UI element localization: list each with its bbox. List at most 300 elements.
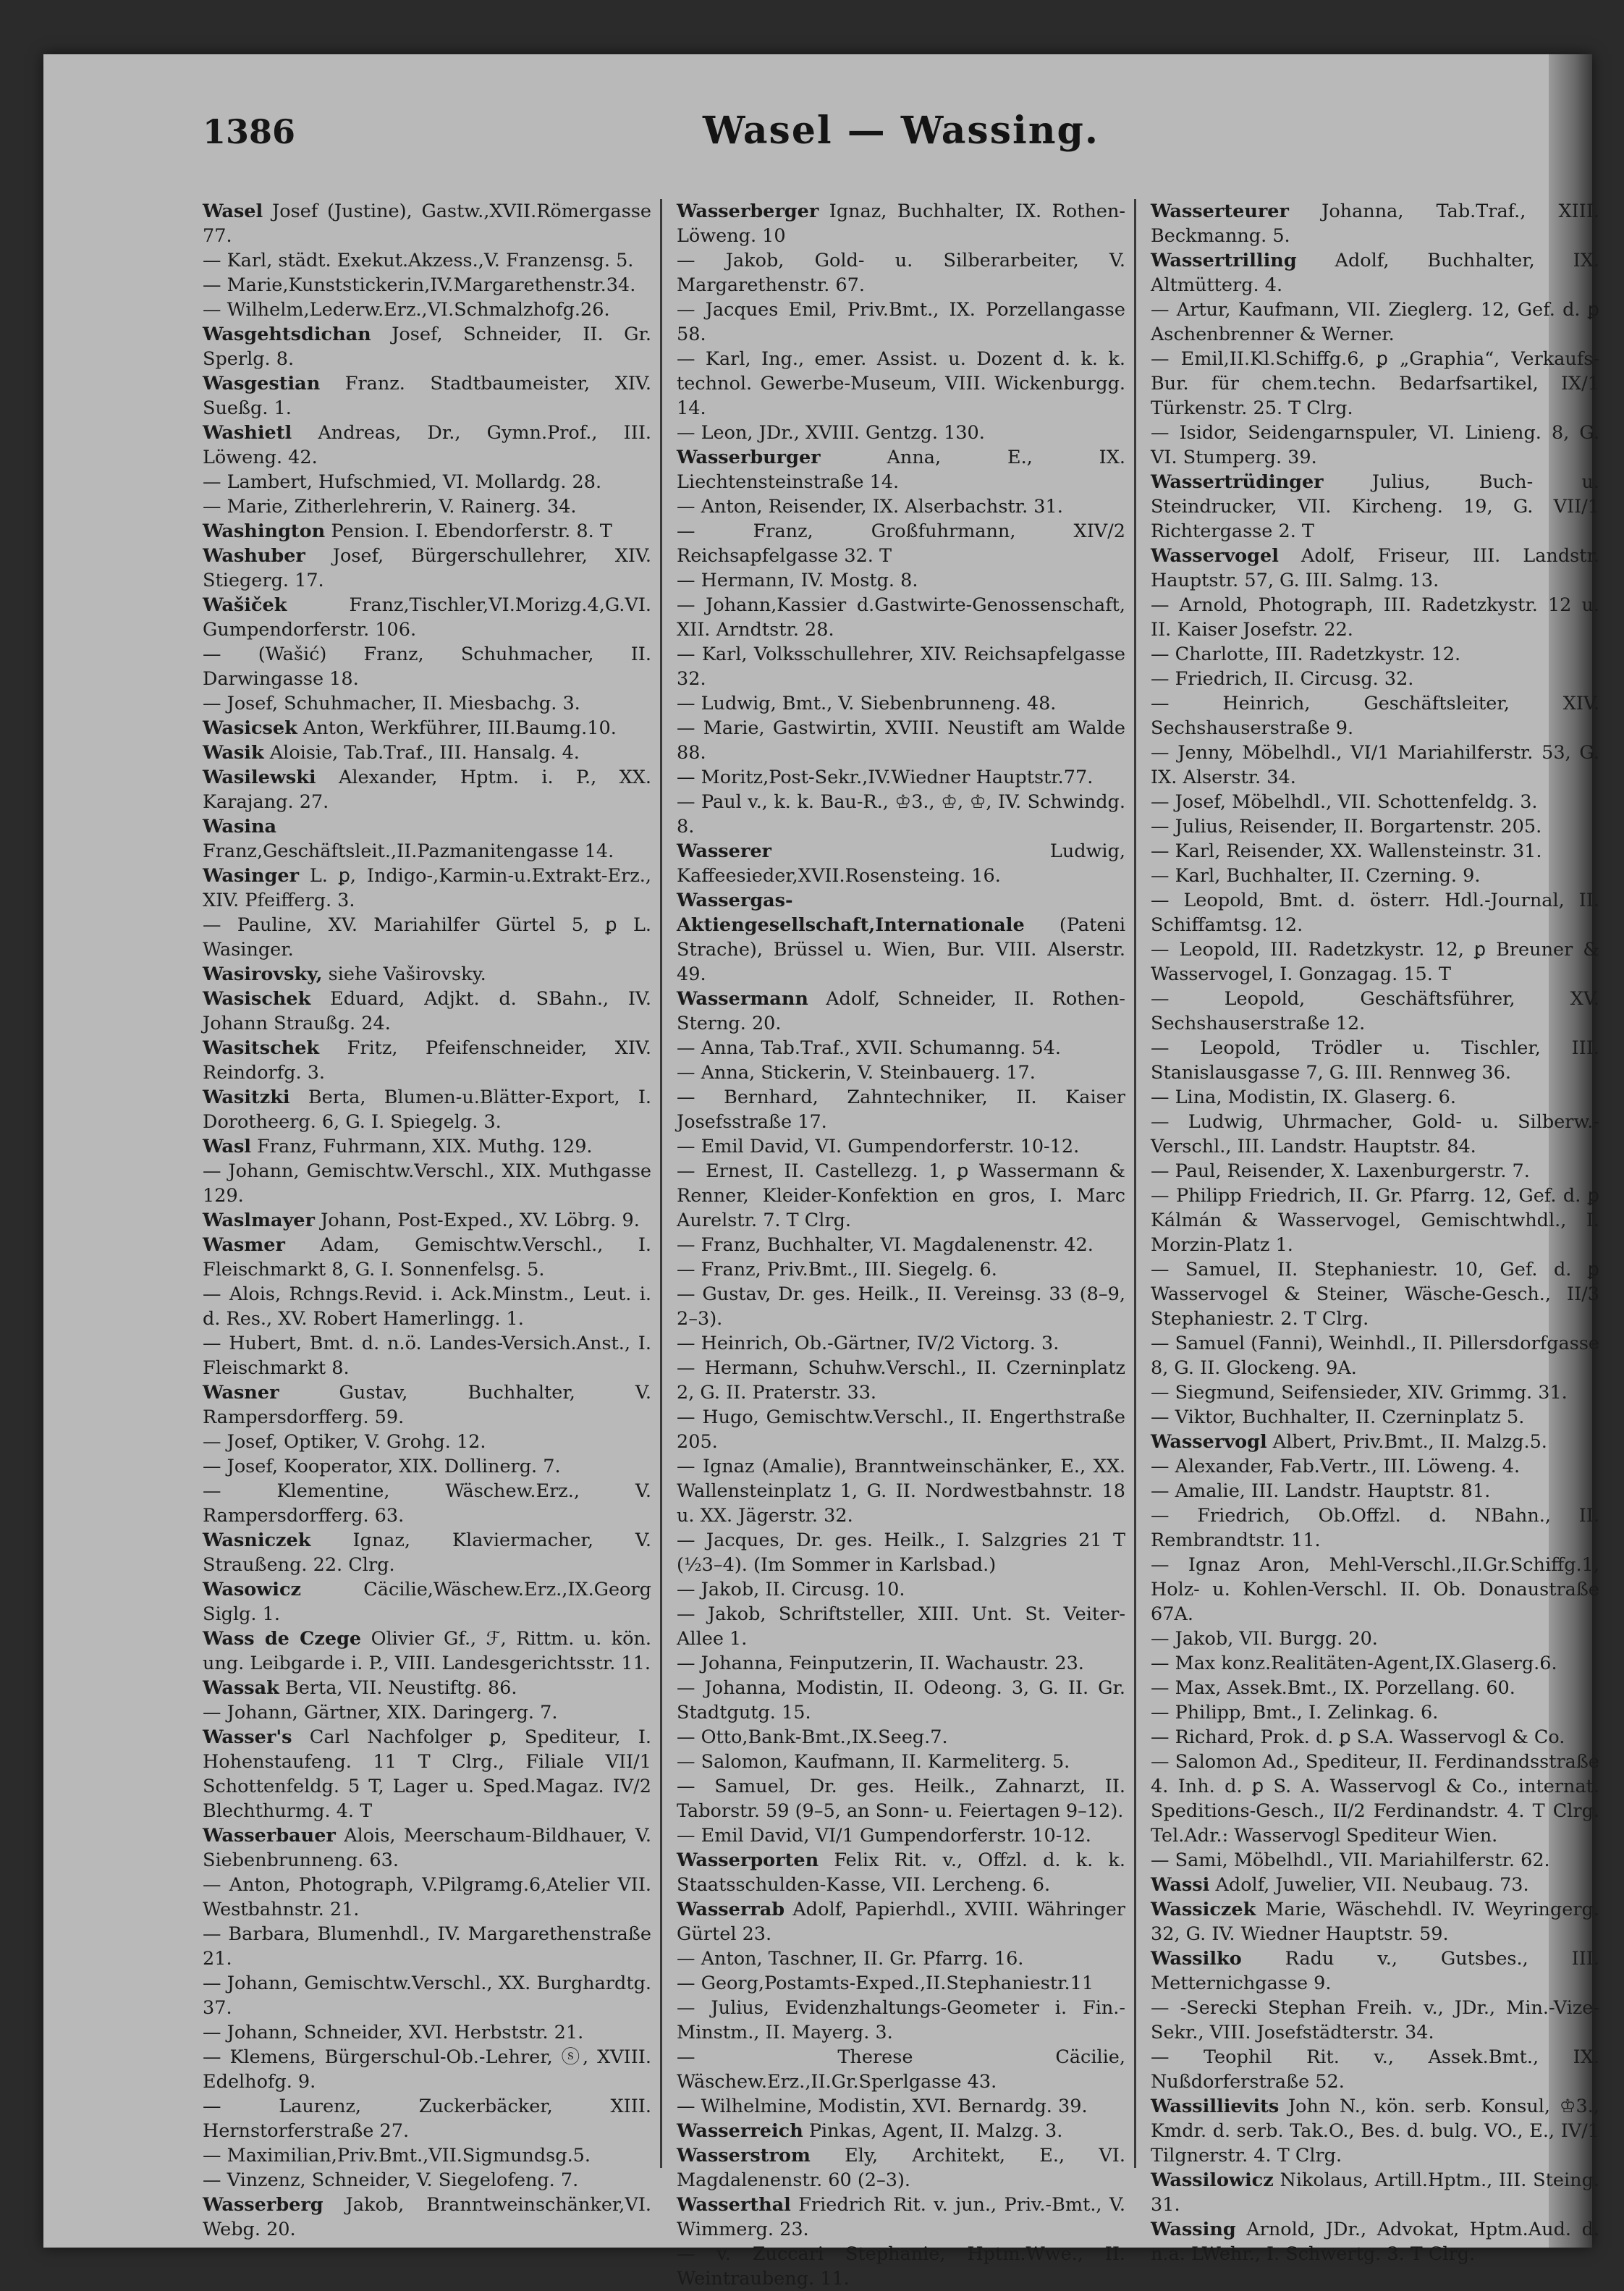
entry-text: — Paul v., k. k. Bau-R., ♔3., ♔, ♔, IV. Schwindg. 8. — [677, 791, 1125, 837]
directory-entry — [203, 2045, 651, 2094]
entry-text: Ludwig, Kaffeesieder,XVII.Rosensteing. 16. — [677, 840, 1125, 887]
entry-text: — Marie, Zitherlehrerin, V. Rainerg. 34. — [203, 496, 577, 518]
entry-text: — Philipp Friedrich, II. Gr. Pfarrg. 12, Gef. d. ꝑ Kálmán & Wasservogel, Gemischtwhdl., I. Morzin-Platz 1. — [1151, 1185, 1599, 1256]
directory-entry — [677, 888, 1125, 987]
directory-entry — [1151, 1946, 1599, 1996]
directory-entry — [677, 1577, 1125, 1602]
directory-entry — [203, 593, 651, 642]
running-title: Wasel — Wassing. — [702, 109, 1100, 153]
entry-headword: Wass de Czege — [203, 1628, 362, 1650]
entry-text: Berta, VII. Neustiftg. 86. — [279, 1677, 517, 1699]
entry-text: Adolf, Friseur, III. Landstr. Hauptstr. 57, G. III. Salmg. 13. — [1151, 545, 1599, 591]
entry-text: — Jakob, VII. Burgg. 20. — [1151, 1628, 1378, 1650]
directory-entry — [1151, 691, 1599, 741]
entry-text: — Ludwig, Bmt., V. Siebenbrunneng. 48. — [677, 693, 1057, 714]
directory-entry — [203, 864, 651, 913]
entry-text: — -Serecki Stephan Freih. v., JDr., Min.-Vize-Sekr., VIII. Josefstädterstr. 34. — [1151, 1997, 1599, 2043]
directory-columns — [203, 199, 1599, 2290]
entry-text: — Teophil Rit. v., Assek.Bmt., IX. Nußdorferstraße 52. — [1151, 2046, 1599, 2093]
directory-entry — [203, 494, 651, 519]
entry-text: Nikolaus, Artill.Hptm., III. Steing. 31. — [1151, 2169, 1599, 2216]
directory-entry — [1151, 1553, 1599, 1627]
entry-text: Anna, E., IX. Liechtensteinstraße 14. — [677, 447, 1125, 493]
entry-text: Franz,Geschäftsleit.,II.Pazmanitengasse 14. — [203, 840, 614, 862]
entry-headword: Wassak — [203, 1677, 279, 1699]
directory-entry — [203, 1380, 651, 1430]
entry-text: — Johann, Schneider, XVI. Herbststr. 21. — [203, 2022, 584, 2043]
entry-text: — Karl, städt. Exekut.Akzess.,V. Franzensg. 5. — [203, 250, 634, 271]
entry-text: — Friedrich, II. Circusg. 32. — [1151, 668, 1414, 690]
directory-entry — [677, 1085, 1125, 1134]
directory-entry — [203, 2143, 651, 2168]
entry-text: — Salomon, Kaufmann, II. Karmeliterg. 5. — [677, 1751, 1070, 1773]
directory-entry — [1151, 864, 1599, 888]
directory-entry — [1151, 1503, 1599, 1553]
directory-entry — [203, 1627, 651, 1676]
entry-text: — Franz, Großfuhrmann, XIV/2 Reichsapfelgasse 32. T — [677, 520, 1125, 567]
directory-entry — [677, 1282, 1125, 1331]
entry-text: — Siegmund, Seifensieder, XIV. Grimmg. 31. — [1151, 1382, 1568, 1404]
entry-text: — Emil David, VI. Gumpendorferstr. 10-12. — [677, 1136, 1080, 1157]
entry-headword: Wasinger — [203, 865, 300, 887]
entry-text: — Viktor, Buchhalter, II. Czerninplatz 5. — [1151, 1406, 1525, 1428]
entry-text: — Philipp, Bmt., I. Zelinkag. 6. — [1151, 1702, 1439, 1723]
entry-text: — v. Zuccari Stephanie, Hptm.Wwe., II. Weintraubeng. 11. — [677, 2243, 1125, 2290]
entry-text: — Vinzenz, Schneider, V. Siegelofeng. 7. — [203, 2169, 579, 2191]
entry-text: — Ignaz Aron, Mehl-Verschl.,II.Gr.Schiffg.1, Holz- u. Kohlen-Verschl. II. Ob. Donaustraße 67A. — [1151, 1554, 1599, 1625]
directory-entry — [677, 987, 1125, 1036]
entry-text: — Heinrich, Geschäftsleiter, XIV. Sechshauserstraße 9. — [1151, 693, 1599, 739]
entry-text: Adolf, Buchhalter, IX. Altmütterg. 4. — [1151, 250, 1599, 296]
directory-entry — [677, 2193, 1125, 2242]
directory-entry — [677, 298, 1125, 347]
directory-entry — [1151, 1996, 1599, 2045]
directory-entry — [203, 199, 651, 248]
entry-text: — Alois, Rchngs.Revid. i. Ack.Minstm., Leut. i. d. Res., XV. Robert Hamerlingg. 1. — [203, 1283, 651, 1330]
entry-text: — Anton, Taschner, II. Gr. Pfarrg. 16. — [677, 1948, 1024, 1970]
directory-entry — [1151, 347, 1599, 421]
directory-entry — [203, 248, 651, 273]
entry-text: — Jacques, Dr. ges. Heilk., I. Salzgries 21 T (½3–4). (Im Sommer in Karlsbad.) — [677, 1530, 1125, 1576]
directory-entry — [1151, 1430, 1599, 1454]
entry-text: — Hermann, IV. Mostg. 8. — [677, 570, 918, 591]
entry-headword: Wasserstrom — [677, 2145, 811, 2166]
directory-entry — [203, 1922, 651, 1971]
entry-text: Arnold, JDr., Advokat, Hptm.Aud. d. n.a. LWehr., I. Schwertg. 3. T Clrg. — [1151, 2219, 1599, 2265]
entry-text: — Josef, Optiker, V. Grohg. 12. — [203, 1431, 486, 1453]
entry-text: — Johann, Gärtner, XIX. Daringerg. 7. — [203, 1702, 558, 1723]
directory-entry — [203, 421, 651, 470]
page-header — [203, 105, 1599, 170]
entry-text: — Hubert, Bmt. d. n.ö. Landes-Versich.Anst., I. Fleischmarkt 8. — [203, 1333, 651, 1379]
directory-entry — [1151, 2045, 1599, 2094]
entry-headword: Washuber — [203, 545, 305, 567]
directory-entry — [677, 1750, 1125, 1774]
entry-headword: Wasitschek — [203, 1037, 320, 1059]
entry-text: Aloisie, Tab.Traf., III. Hansalg. 4. — [263, 742, 580, 764]
entry-text: — Alexander, Fab.Vertr., III. Löweng. 4. — [1151, 1456, 1521, 1477]
entry-text: — Bernhard, Zahntechniker, II. Kaiser Josefsstraße 17. — [677, 1087, 1125, 1133]
entry-text: — Therese Cäcilie, Wäschew.Erz.,II.Gr.Sperlgasse 43. — [677, 2046, 1125, 2093]
entry-text: — Josef, Möbelhdl., VII. Schottenfeldg. 3. — [1151, 791, 1538, 813]
directory-entry — [677, 2242, 1125, 2291]
entry-text: Gustav, Buchhalter, V. Rampersdorfferg. 59. — [203, 1382, 651, 1428]
directory-entry — [1151, 642, 1599, 667]
entry-headword: Wasitzki — [203, 1087, 290, 1108]
directory-entry — [1151, 1036, 1599, 1085]
entry-headword: Wasner — [203, 1382, 279, 1404]
directory-entry — [203, 1085, 651, 1134]
directory-entry — [677, 1676, 1125, 1725]
directory-entry — [203, 1823, 651, 1873]
directory-entry — [1151, 1676, 1599, 1700]
entry-text: Johanna, Tab.Traf., XIII. Beckmanng. 5. — [1151, 201, 1599, 247]
entry-text: — Jacques Emil, Priv.Bmt., IX. Porzellangasse 58. — [677, 299, 1125, 345]
directory-entry — [203, 1282, 651, 1331]
directory-entry — [203, 2020, 651, 2045]
directory-entry — [677, 1356, 1125, 1405]
entry-headword: Wasservogel — [1151, 545, 1279, 567]
directory-entry — [677, 2119, 1125, 2143]
entry-text: Franz. Stadtbaumeister, XIV. Sueßg. 1. — [203, 373, 651, 419]
entry-headword: Wasserbauer — [203, 1825, 336, 1847]
entry-text: — Marie, Gastwirtin, XVIII. Neustift am Walde 88. — [677, 717, 1125, 764]
entry-text: — Julius, Evidenzhaltungs-Geometer i. Fin.-Minstm., II. Mayerg. 3. — [677, 1997, 1125, 2043]
entry-text: — Johann,Kassier d.Gastwirte-Genossenschaft, XII. Arndtstr. 28. — [677, 594, 1125, 641]
directory-entry — [203, 298, 651, 322]
entry-text: Eduard, Adjkt. d. SBahn., IV. Johann Straußg. 24. — [203, 988, 651, 1034]
directory-entry — [203, 2168, 651, 2193]
entry-text: — Richard, Prok. d. ꝑ S.A. Wasservogl & Co. — [1151, 1726, 1565, 1748]
directory-entry — [1151, 667, 1599, 691]
directory-entry — [1151, 199, 1599, 248]
entry-text: — Hermann, Schuhw.Verschl., II. Czerninplatz 2, G. II. Praterstr. 33. — [677, 1357, 1125, 1404]
directory-entry — [677, 839, 1125, 888]
directory-entry — [1151, 1454, 1599, 1479]
directory-entry — [1151, 1331, 1599, 1380]
entry-headword: Wasilewski — [203, 767, 316, 788]
entry-text: — Laurenz, Zuckerbäcker, XIII. Hernstorferstraße 27. — [203, 2096, 651, 2142]
entry-headword: Waslmayer — [203, 1210, 315, 1231]
entry-text: — Otto,Bank-Bmt.,IX.Seeg.7. — [677, 1726, 948, 1748]
directory-entry — [1151, 1848, 1599, 1873]
directory-entry — [203, 691, 651, 716]
entry-text: — (Wašić) Franz, Schuhmacher, II. Darwingasse 18. — [203, 644, 651, 690]
directory-entry — [677, 519, 1125, 568]
entry-text: Albert, Priv.Bmt., II. Malzg.5. — [1266, 1431, 1547, 1453]
directory-entry — [1151, 1897, 1599, 1946]
directory-entry — [1151, 1750, 1599, 1848]
entry-text: — Arnold, Photograph, III. Radetzkystr. 12 u. II. Kaiser Josefstr. 22. — [1151, 594, 1599, 641]
directory-entry — [677, 568, 1125, 593]
directory-entry — [1151, 544, 1599, 593]
directory-entry — [677, 642, 1125, 691]
directory-entry — [203, 1528, 651, 1577]
directory-entry — [1151, 1159, 1599, 1184]
directory-entry — [1151, 470, 1599, 544]
directory-entry — [677, 1454, 1125, 1528]
entry-text: — Sami, Möbelhdl., VII. Mariahilferstr. 62. — [1151, 1849, 1550, 1871]
directory-entry — [1151, 1257, 1599, 1331]
directory-entry — [203, 1479, 651, 1528]
directory-entry — [203, 642, 651, 691]
entry-text: Radu v., Gutsbes., III. Metternichgasse 9. — [1151, 1948, 1599, 1994]
directory-entry — [203, 1577, 651, 1627]
directory-entry — [1151, 1873, 1599, 1897]
entry-headword: Wassertrilling — [1151, 250, 1297, 271]
entry-text: — Georg,Postamts-Exped.,II.Stephaniestr.11 — [677, 1973, 1094, 1994]
entry-text: — Lina, Modistin, IX. Glaserg. 6. — [1151, 1087, 1456, 1108]
entry-text: Alexander, Hptm. i. P., XX. Karajang. 27. — [203, 767, 651, 813]
entry-text: (Pateni Strache), Brüssel u. Wien, Bur. VIII. Alserstr. 49. — [677, 914, 1125, 985]
entry-text: John N., kön. serb. Konsul, ♔3., Kmdr. d. serb. Tak.O., Bes. d. bulg. VO., E., IV/1 Tilgnerstr. 4. T Clrg. — [1151, 2096, 1599, 2166]
directory-entry — [677, 1060, 1125, 1085]
entry-headword: Wasowicz — [203, 1579, 301, 1600]
entry-text: Ely, Architekt, E., VI. Magdalenenstr. 60 (2–3). — [677, 2145, 1125, 2191]
directory-entry — [203, 273, 651, 298]
directory-entry — [677, 1233, 1125, 1257]
directory-entry — [1151, 741, 1599, 790]
entry-text: — Max konz.Realitäten-Agent,IX.Glaserg.6. — [1151, 1653, 1557, 1674]
entry-text: — Anton, Photograph, V.Pilgramg.6,Atelier VII. Westbahnstr. 21. — [203, 1874, 651, 1920]
entry-headword: Wasserrab — [677, 1899, 785, 1920]
directory-entry — [677, 1996, 1125, 2045]
entry-headword: Wašiček — [203, 594, 287, 616]
entry-text: — Jakob, Gold- u. Silberarbeiter, V. Margarethenstr. 67. — [677, 250, 1125, 296]
entry-text: — Amalie, III. Landstr. Hauptstr. 81. — [1151, 1480, 1491, 1502]
directory-entry — [203, 1159, 651, 1208]
entry-text: — Leopold, Bmt. d. österr. Hdl.-Journal, II. Schiffamtsg. 12. — [1151, 890, 1599, 936]
directory-entry — [677, 1257, 1125, 1282]
directory-entry — [1151, 1479, 1599, 1503]
directory-entry — [677, 790, 1125, 839]
entry-headword: Wasser's — [203, 1726, 292, 1748]
directory-entry — [1151, 839, 1599, 864]
directory-entry — [677, 1971, 1125, 1996]
entry-headword: Wassilowicz — [1151, 2169, 1274, 2191]
entry-text: — Josef, Kooperator, XIX. Dollinerg. 7. — [203, 1456, 561, 1477]
entry-headword: Wasik — [203, 742, 264, 764]
directory-entry — [203, 470, 651, 494]
directory-entry — [203, 1454, 651, 1479]
directory-entry — [677, 1823, 1125, 1848]
directory-entry — [203, 1233, 651, 1282]
entry-headword: Wasserberg — [203, 2194, 323, 2216]
directory-entry — [677, 2094, 1125, 2119]
directory-entry — [1151, 298, 1599, 347]
directory-entry — [1151, 1085, 1599, 1110]
page-number: 1386 — [203, 112, 296, 151]
entry-text: — Gustav, Dr. ges. Heilk., II. Vereinsg. 33 (8–9, 2–3). — [677, 1283, 1125, 1330]
entry-headword: Wassermann — [677, 988, 808, 1010]
entry-text: Ignaz, Klaviermacher, V. Straußeng. 22. Clrg. — [203, 1530, 651, 1576]
entry-headword: Wasl — [203, 1136, 251, 1157]
entry-headword: Wassilko — [1151, 1948, 1242, 1970]
entry-text: — Samuel, Dr. ges. Heilk., Zahnarzt, II. Taborstr. 59 (9–5, an Sonn- u. Feiertagen 9–12). — [677, 1776, 1125, 1822]
entry-text: — Artur, Kaufmann, VII. Zieglerg. 12, Gef. d. ꝑ Aschenbrenner & Werner. — [1151, 299, 1599, 345]
entry-text: Julius, Buch- u. Steindrucker, VII. Kircheng. 19, G. VII/1 Richtergasse 2. T — [1151, 471, 1599, 542]
directory-entry — [203, 814, 651, 864]
directory-entry — [677, 2143, 1125, 2193]
directory-entry — [203, 1331, 651, 1380]
directory-entry — [677, 1774, 1125, 1823]
entry-text: — Barbara, Blumenhdl., IV. Margarethenstraße 21. — [203, 1923, 651, 1970]
directory-entry — [1151, 2094, 1599, 2168]
entry-text: — Pauline, XV. Mariahilfer Gürtel 5, ꝑ L. Wasinger. — [203, 914, 651, 961]
entry-headword: Wasserer — [677, 840, 771, 862]
entry-text: — Ludwig, Uhrmacher, Gold- u. Silberw.-Verschl., III. Landstr. Hauptstr. 84. — [1151, 1111, 1599, 1157]
entry-text: — Wilhelmine, Modistin, XVI. Bernardg. 39. — [677, 2096, 1088, 2117]
entry-headword: Wasirovsky, — [203, 963, 323, 985]
directory-entry — [1151, 1380, 1599, 1405]
directory-entry — [203, 987, 651, 1036]
directory-entry — [677, 1036, 1125, 1060]
entry-headword: Wasicsek — [203, 717, 297, 739]
entry-text: Josef (Justine), Gastw.,XVII.Römergasse 77. — [203, 201, 651, 247]
entry-text: — Karl, Ing., emer. Assist. u. Dozent d. k. k. technol. Gewerbe-Museum, VIII. Wickenburgg. 14. — [677, 348, 1125, 419]
entry-text: — Jakob, Schriftsteller, XIII. Unt. St. Veiter-Allee 1. — [677, 1603, 1125, 1650]
directory-entry — [1151, 1184, 1599, 1257]
entry-text: Josef, Bürgerschullehrer, XIV. Stiegerg. 17. — [203, 545, 651, 591]
entry-text: Olivier Gf., ℱ, Rittm. u. kön. ung. Leibgarde i. P., VIII. Landesgerichtsstr. 11. — [203, 1628, 651, 1674]
entry-text: — Salomon Ad., Spediteur, II. Ferdinandsstraße 4. Inh. d. ꝑ S. A. Wasservogl & Co., internat. Speditions-Gesch., II/2 Ferdinandstr. 4. T Clrg. Tel.Adr.: Wasservogl Spediteur Wien. — [1151, 1751, 1599, 1847]
directory-entry — [1151, 888, 1599, 937]
directory-entry — [677, 1405, 1125, 1454]
directory-entry — [203, 913, 651, 962]
directory-page — [43, 54, 1599, 2290]
entry-text: Jakob, Branntweinschänker,VI. Webg. 20. — [203, 2194, 651, 2240]
directory-entry — [677, 445, 1125, 494]
entry-text: — Ernest, II. Castellezg. 1, ꝑ Wassermann & Renner, Kleider-Konfektion en gros, I. Marc Aurelstr. 7. T Clrg. — [677, 1160, 1125, 1231]
entry-text: — Hugo, Gemischtw.Verschl., II. Engerthstraße 205. — [677, 1406, 1125, 1453]
directory-entry — [1151, 790, 1599, 814]
entry-headword: Wasservogl — [1151, 1431, 1267, 1453]
entry-text: Josef, Schneider, II. Gr. Sperlg. 8. — [203, 324, 651, 370]
column-1 — [203, 199, 651, 2240]
directory-entry — [1151, 421, 1599, 470]
directory-entry — [1151, 1405, 1599, 1430]
entry-headword: Wassiczek — [1151, 1899, 1256, 1920]
entry-text: — Moritz,Post-Sekr.,IV.Wiedner Hauptstr.77. — [677, 767, 1094, 788]
entry-text: — Klemens, Bürgerschul-Ob.-Lehrer, ⓢ, XVIII. Edelhofg. 9. — [203, 2046, 651, 2093]
directory-entry — [677, 716, 1125, 765]
entry-headword: Wasniczek — [203, 1530, 311, 1551]
directory-entry — [677, 1602, 1125, 1651]
entry-text: L. ꝑ, Indigo-,Karmin-u.Extrakt-Erz., XIV. Pfeifferg. 3. — [203, 865, 651, 911]
entry-text: — Lambert, Hufschmied, VI. Mollardg. 28. — [203, 471, 602, 493]
entry-text: Adolf, Schneider, II. Rothen-Sterng. 20. — [677, 988, 1125, 1034]
entry-text: — Karl, Reisender, XX. Wallensteinstr. 31. — [1151, 840, 1542, 862]
entry-text: — Johanna, Feinputzerin, II. Wachaustr. 23. — [677, 1653, 1084, 1674]
entry-headword: Wasmer — [203, 1234, 285, 1256]
entry-headword: Wasserreich — [677, 2120, 803, 2142]
entry-text: — Johann, Gemischtw.Verschl., XX. Burghardtg. 37. — [203, 1973, 651, 2019]
entry-text: Alois, Meerschaum-Bildhauer, V. Siebenbrunneng. 63. — [203, 1825, 651, 1871]
entry-text: — Charlotte, III. Radetzkystr. 12. — [1151, 644, 1461, 665]
entry-text: Adolf, Juwelier, VII. Neubaug. 73. — [1209, 1874, 1529, 1896]
entry-headword: Wasserberger — [677, 201, 819, 222]
directory-entry — [1151, 987, 1599, 1036]
entry-text: — Emil,II.Kl.Schiffg.6, ꝑ „Graphia“, Verkaufs-Bur. für chem.techn. Bedarfsartikel, IX/1 Türkenstr. 25. T Clrg. — [1151, 348, 1599, 419]
entry-text: — Anna, Stickerin, V. Steinbauerg. 17. — [677, 1062, 1036, 1084]
entry-text: Pinkas, Agent, II. Malzg. 3. — [803, 2120, 1063, 2142]
entry-headword: Wasserthal — [677, 2194, 791, 2216]
entry-text: Carl Nachfolger ꝑ, Spediteur, I. Hohenstaufeng. 11 T Clrg., Filiale VII/1 Schottenfeldg. 5 T, Lager u. Sped.Magaz. IV/2 Blechthurmg. 4. T — [203, 1726, 651, 1822]
entry-text: — Karl, Volksschullehrer, XIV. Reichsapfelgasse 32. — [677, 644, 1125, 690]
entry-text: — Anna, Tab.Traf., XVII. Schumanng. 54. — [677, 1037, 1062, 1059]
directory-entry — [203, 716, 651, 741]
entry-text: — Leopold, Trödler u. Tischler, III. Stanislausgasse 7, G. III. Rennweg 36. — [1151, 1037, 1599, 1084]
directory-entry — [203, 1700, 651, 1725]
directory-entry — [203, 544, 651, 593]
entry-text: Johann, Post-Exped., XV. Löbrg. 9. — [314, 1210, 640, 1231]
directory-entry — [1151, 1110, 1599, 1159]
directory-entry — [203, 765, 651, 814]
directory-entry — [1151, 2168, 1599, 2217]
directory-entry — [677, 494, 1125, 519]
column-rule — [660, 199, 662, 2168]
directory-entry — [203, 1676, 651, 1700]
entry-text: — Johanna, Modistin, II. Odeong. 3, G. II. Gr. Stadtgutg. 15. — [677, 1677, 1125, 1723]
directory-entry — [677, 347, 1125, 421]
entry-text: — Leopold, Geschäftsführer, XV. Sechshauserstraße 12. — [1151, 988, 1599, 1034]
entry-headword: Wasel — [203, 201, 263, 222]
column-3 — [1151, 199, 1599, 2265]
entry-text: Adolf, Papierhdl., XVIII. Währinger Gürtel 23. — [677, 1899, 1125, 1945]
directory-entry — [677, 1134, 1125, 1159]
column-rule — [1134, 199, 1136, 2168]
entry-text: — Julius, Reisender, II. Borgartenstr. 205. — [1151, 816, 1542, 837]
entry-text: — Emil David, VI/1 Gumpendorferstr. 10-12. — [677, 1825, 1091, 1847]
entry-text: — Josef, Schuhmacher, II. Miesbachg. 3. — [203, 693, 580, 714]
directory-entry — [203, 1430, 651, 1454]
directory-entry — [1151, 1700, 1599, 1725]
directory-entry — [677, 691, 1125, 716]
directory-entry — [1151, 593, 1599, 642]
directory-entry — [677, 1725, 1125, 1750]
directory-entry — [677, 2045, 1125, 2094]
entry-headword: Wasina — [203, 816, 277, 837]
entry-text: Anton, Werkführer, III.Baumg.10. — [297, 717, 617, 739]
directory-entry — [677, 248, 1125, 298]
directory-entry — [677, 1651, 1125, 1676]
directory-entry — [203, 322, 651, 371]
entry-text: siehe Vaširovsky. — [322, 963, 486, 985]
entry-headword: Wassergas-Aktiengesellschaft,Internationale — [677, 890, 1025, 936]
entry-text: Andreas, Dr., Gymn.Prof., III. Löweng. 42. — [203, 422, 651, 468]
directory-entry — [203, 371, 651, 421]
entry-text: — Paul, Reisender, X. Laxenburgerstr. 7. — [1151, 1160, 1530, 1182]
entry-text: — Samuel, II. Stephaniestr. 10, Gef. d. ꝑ Wasservogel & Steiner, Wäsche-Gesch., II/3 Stephaniestr. 2. T Clrg. — [1151, 1259, 1599, 1330]
directory-entry — [1151, 814, 1599, 839]
entry-text: — Franz, Buchhalter, VI. Magdalenenstr. 42. — [677, 1234, 1094, 1256]
directory-entry — [203, 741, 651, 765]
entry-text: Franz,Tischler,VI.Morizg.4,G.VI. Gumpendorferstr. 106. — [203, 594, 651, 641]
directory-entry — [1151, 2217, 1599, 2266]
entry-text: — Jenny, Möbelhdl., VI/1 Mariahilferstr. 53, G. IX. Alserstr. 34. — [1151, 742, 1599, 788]
directory-entry — [1151, 248, 1599, 298]
entry-text: — Karl, Buchhalter, II. Czerning. 9. — [1151, 865, 1481, 887]
entry-text: — Heinrich, Ob.-Gärtner, IV/2 Victorg. 3. — [677, 1333, 1060, 1354]
directory-entry — [203, 1134, 651, 1159]
entry-headword: Wasischek — [203, 988, 311, 1010]
entry-text: — Franz, Priv.Bmt., III. Siegelg. 6. — [677, 1259, 997, 1280]
entry-text: — Marie,Kunststickerin,IV.Margarethenstr.34. — [203, 274, 636, 296]
entry-text: — Samuel (Fanni), Weinhdl., II. Pillersdorfgasse 8, G. II. Glockeng. 9A. — [1151, 1333, 1599, 1379]
entry-headword: Wassillievits — [1151, 2096, 1280, 2117]
directory-entry — [677, 765, 1125, 790]
entry-text: — Ignaz (Amalie), Branntweinschänker, E., XX. Wallensteinplatz 1, G. II. Nordwestbahnstr. 18 u. XX. Jägerstr. 32. — [677, 1456, 1125, 1527]
